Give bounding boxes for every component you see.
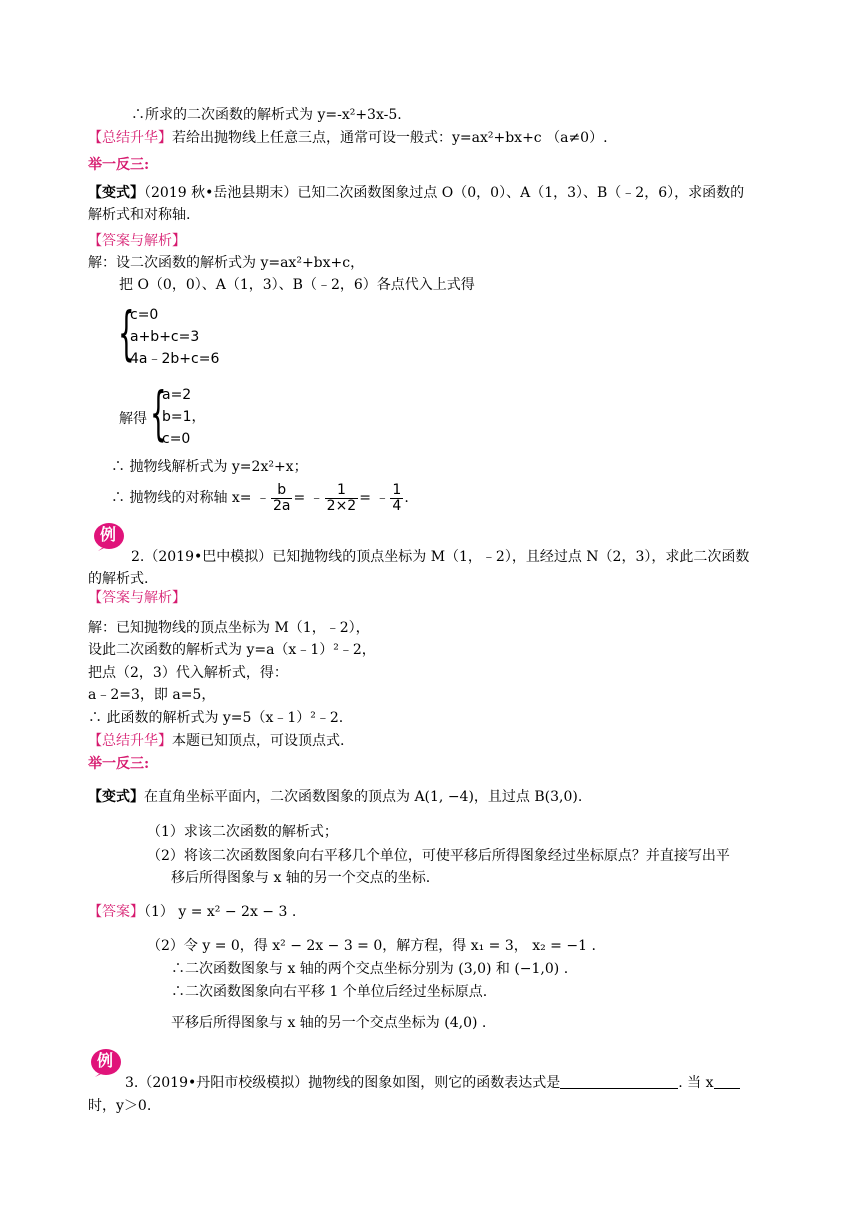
axis-prefix: ∴ 抛物线的对称轴 x= ﹣ bbox=[111, 490, 270, 506]
variant-1-question bbox=[88, 184, 744, 202]
solution-c: c=0 bbox=[162, 431, 191, 447]
equation-system-1 bbox=[118, 299, 258, 370]
practice-heading-1: 举一反三: bbox=[88, 157, 150, 173]
left-brace: { bbox=[118, 299, 135, 367]
example-badge-label: 例 bbox=[97, 1051, 114, 1070]
summary-text: 本题已知顶点，可设顶点式. bbox=[172, 733, 345, 749]
fraction-denominator: 2a bbox=[272, 497, 291, 514]
variant-2-q2: （2）将该二次函数图象向右平移几个单位，可使平移后所得图象经过坐标原点？并直接写出平 bbox=[147, 848, 730, 864]
example-2-line-1: 解：已知抛物线的顶点坐标为 M（1，﹣2）， bbox=[88, 620, 370, 636]
system-eq-2: a+b+c=3 bbox=[130, 329, 200, 345]
example-badge-icon bbox=[92, 521, 126, 551]
summary-line-2 bbox=[88, 732, 344, 750]
example-3-text: 3.（2019•丹阳市校级模拟）抛物线的图象如图，则它的函数表达式是 bbox=[125, 1075, 561, 1091]
answer-tag-1: 【答案与解析】 bbox=[88, 233, 186, 249]
variant-2-question bbox=[88, 788, 582, 806]
example-2-question: 2.（2019•巴中模拟）已知抛物线的顶点坐标为 M（1，﹣2），且经过点 N（2，3），求此二次函数 bbox=[131, 549, 750, 565]
fraction-b-2a bbox=[271, 483, 293, 514]
equals-minus: = ﹣ bbox=[359, 490, 390, 506]
axis-of-symmetry bbox=[111, 478, 409, 518]
fraction-denominator: 2×2 bbox=[326, 497, 357, 514]
example-badge-label: 例 bbox=[100, 525, 117, 544]
fraction-denominator: 4 bbox=[392, 497, 402, 514]
practice-heading-2: 举一反三: bbox=[88, 756, 150, 772]
answer-2: （2）令 y = 0，得 x² − 2x − 3 = 0，解方程，得 x₁ = 3， x₂ = −1 . bbox=[147, 938, 596, 954]
system-eq-3: 4a﹣2b+c=6 bbox=[130, 351, 220, 367]
end-dot: . bbox=[404, 490, 409, 506]
variant-2-q2-cont: 移后所得图象与 x 轴的另一个交点的坐标. bbox=[171, 870, 431, 886]
solution-line-1: 解：设二次函数的解析式为 y=ax²+bx+c， bbox=[88, 255, 365, 271]
answer-5: 平移后所得图象与 x 轴的另一个交点坐标为 (4,0) . bbox=[171, 1015, 487, 1031]
equals-minus: = ﹣ bbox=[293, 490, 324, 506]
equation-system-2 bbox=[150, 379, 250, 450]
answer-tag-3: 【答案】 bbox=[88, 904, 144, 920]
example-3-question bbox=[125, 1074, 740, 1092]
conclusion-line: ∴所求的二次函数的解析式为 y=-x²+3x-5. bbox=[131, 107, 402, 123]
example-badge-icon bbox=[89, 1047, 123, 1077]
fraction-numerator: 1 bbox=[392, 481, 402, 498]
example-2-line-4: a﹣2=3，即 a=5， bbox=[88, 687, 216, 703]
fraction-1-2x2 bbox=[325, 483, 359, 514]
summary-tag: 【总结升华】 bbox=[88, 733, 172, 749]
answer-blank-expression[interactable] bbox=[560, 1088, 678, 1089]
variant-text: （2019 秋•岳池县期末）已知二次函数图象过点 O（0，0）、A（1，3）、B（﹣2，6），求函数的 bbox=[144, 185, 745, 201]
fraction-numerator: 1 bbox=[325, 483, 359, 499]
system-eq-1: c=0 bbox=[130, 307, 159, 323]
variant-tag: 【变式】 bbox=[88, 789, 144, 805]
solve-label: 解得 bbox=[119, 411, 147, 427]
answer-1: （1） y = x² − 2x − 3 . bbox=[144, 904, 297, 920]
left-brace: { bbox=[150, 379, 167, 447]
variant-2-q1: （1）求该二次函数的解析式； bbox=[147, 824, 338, 840]
answer-blank-x[interactable] bbox=[714, 1088, 740, 1089]
summary-line-1 bbox=[88, 129, 608, 147]
example-2-question-cont: 的解析式. bbox=[88, 571, 149, 587]
answer-tag-2: 【答案与解析】 bbox=[88, 590, 186, 606]
answer-line-1 bbox=[88, 903, 296, 921]
summary-tag: 【总结升华】 bbox=[88, 130, 172, 146]
solution-line-2: 把 O（0，0）、A（1，3）、B（﹣2，6）各点代入上式得 bbox=[119, 277, 475, 293]
variant-1-question-cont: 解析式和对称轴. bbox=[88, 207, 191, 223]
variant-tag: 【变式】 bbox=[88, 185, 144, 201]
variant-text: 在直角坐标平面内，二次函数图象的顶点为 A(1, −4)，且过点 B(3,0). bbox=[144, 789, 583, 805]
example-2-line-2: 设此二次函数的解析式为 y=a（x﹣1）²﹣2， bbox=[88, 642, 376, 658]
example-3-mid: . 当 x bbox=[678, 1075, 714, 1091]
answer-4: ∴二次函数图象向右平移 1 个单位后经过坐标原点. bbox=[171, 984, 488, 1000]
example-2-line-3: 把点（2，3）代入解析式，得： bbox=[88, 665, 288, 681]
example-3-question-cont: 时，y＞0. bbox=[88, 1098, 152, 1114]
fraction-1-4 bbox=[390, 483, 403, 514]
answer-3: ∴二次函数图象与 x 轴的两个交点坐标分别为 (3,0) 和 (−1,0) . bbox=[171, 961, 569, 977]
summary-text: 若给出抛物线上任意三点，通常可设一般式：y=ax²+bx+c （a≠0）. bbox=[172, 130, 608, 146]
solution-b: b=1， bbox=[162, 409, 206, 425]
solution-a: a=2 bbox=[162, 387, 192, 403]
fraction-numerator: b bbox=[271, 483, 293, 499]
parabola-result: ∴ 抛物线解析式为 y=2x²+x； bbox=[111, 459, 308, 475]
example-2-line-5: ∴ 此函数的解析式为 y=5（x﹣1）²﹣2. bbox=[88, 710, 344, 726]
